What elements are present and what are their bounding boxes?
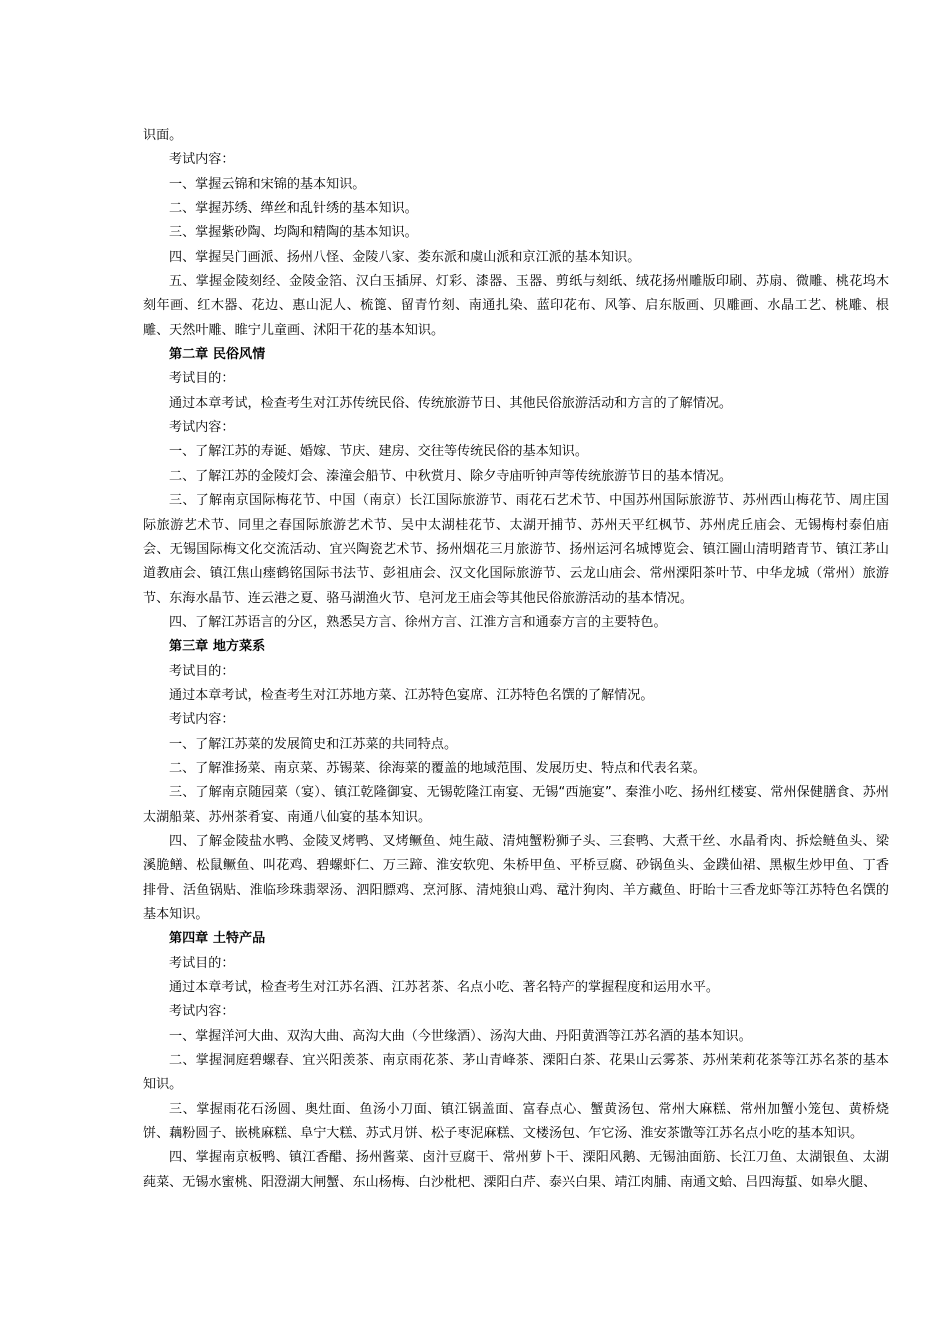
paragraph: 一、掌握云锦和宋锦的基本知识。 [169,176,366,192]
document-page [143,124,889,1195]
paragraph: 二、掌握苏绣、缂丝和乱针绣的基本知识。 [169,201,418,217]
chapter-heading: 第三章 地方菜系 [169,639,266,655]
paragraph: 四、掌握吴门画派、扬州八怪、金陵八家、娄东派和虞山派和京江派的基本知识。 [169,249,641,265]
paragraph: 三、掌握雨花石汤圆、奥灶面、鱼汤小刀面、镇江锅盖面、富春点心、蟹黄汤包、常州大麻糕、常州加蟹小笼包、黄桥烧饼、藕粉圆子、嵌桃麻糕、阜宁大糕、苏式月饼、松子枣泥麻糕、文楼汤包、乍它汤、淮安茶馓等江苏名点小吃的基本知识。 [143,1101,889,1142]
paragraph: 四、掌握南京板鸭、镇江香醋、扬州酱菜、卤汁豆腐干、常州萝卜干、溧阳风鹅、无锡油面筋、长江刀鱼、太湖银鱼、太湖莼菜、无锡水蜜桃、阳澄湖大闸蟹、东山杨梅、白沙枇杷、溧阳白芹、泰兴白果、靖江肉脯、南通文蛤、吕四海蜇、如皋火腿、 [143,1150,889,1190]
paragraph: 二、掌握洞庭碧螺春、宜兴阳羡茶、南京雨花茶、茅山青峰茶、溧阳白茶、花果山云雾茶、苏州茉莉花茶等江苏名茶的基本知识。 [143,1053,889,1093]
paragraph: 考试目的： [169,371,235,387]
chapter-heading: 第二章 民俗风情 [169,347,266,363]
paragraph: 通过本章考试，检查考生对江苏名酒、江苏茗茶、名点小吃、著名特产的掌握程度和运用水平。 [169,980,719,996]
paragraph: 二、了解淮扬菜、南京菜、苏锡菜、徐海菜的覆盖的地域范围、发展历史、特点和代表名菜。 [169,760,706,776]
paragraph: 考试内容： [169,1004,235,1020]
paragraph: 考试内容： [169,712,235,728]
paragraph: 考试内容： [169,152,235,168]
paragraph: 三、了解南京国际梅花节、中国（南京）长江国际旅游节、雨花石艺术节、中国苏州国际旅游节、苏州西山梅花节、周庄国际旅游艺术节、同里之春国际旅游艺术节、吴中太湖桂花节、太湖开捕节、苏州天平红枫节、苏州虎丘庙会、无锡梅村泰伯庙会、无锡国际梅文化交流活动、宜兴陶瓷艺术节、扬州烟花三月旅游节、扬州运河名城博览会、镇江圌山清明踏青节、镇江茅山道教庙会、镇江焦山瘗鹤铭国际书法节、彭祖庙会、汉文化国际旅游节、云龙山庙会、常州溧阳茶叶节、中华龙城（常州）旅游节、东海水晶节、连云港之夏、骆马湖渔火节、皂河龙王庙会等其他民俗旅游活动的基本情况。 [143,493,889,606]
paragraph: 四、了解金陵盐水鸭、金陵叉烤鸭、叉烤鳜鱼、炖生敲、清炖蟹粉狮子头、三套鸭、大煮干丝、水晶肴肉、拆烩鲢鱼头、梁溪脆鳝、松鼠鳜鱼、叫花鸡、碧螺虾仁、万三蹄、淮安软兜、朱桥甲鱼、平桥豆腐、砂锅鱼头、金蹼仙裙、黑椒生炒甲鱼、丁香排骨、活鱼锅贴、淮临珍珠翡翠汤、泗阳膘鸡、烹河豚、清炖狼山鸡、鼋汁狗肉、羊方藏鱼、盱眙十三香龙虾等江苏特色名馔的基本知识。 [143,833,889,922]
paragraph: 三、了解南京随园菜（宴）、镇江乾隆御宴、无锡乾隆江南宴、无锡“西施宴”、秦淮小吃、扬州红楼宴、常州保健膳食、苏州太湖船菜、苏州茶肴宴、南通八仙宴的基本知识。 [143,785,889,825]
paragraph: 通过本章考试，检查考生对江苏传统民俗、传统旅游节日、其他民俗旅游活动和方言的了解情况。 [169,395,733,411]
paragraph: 三、掌握紫砂陶、均陶和精陶的基本知识。 [169,225,418,241]
paragraph: 二、了解江苏的金陵灯会、溱潼会船节、中秋赏月、除夕寺庙听钟声等传统旅游节日的基本情况。 [169,468,733,484]
paragraph: 考试目的： [169,955,235,971]
paragraph: 考试目的： [169,663,235,679]
paragraph: 四、了解江苏语言的分区，熟悉吴方言、徐州方言、江淮方言和通泰方言的主要特色。 [169,614,667,630]
chapter-heading: 第四章 土特产品 [169,931,266,947]
paragraph: 一、了解江苏菜的发展简史和江苏菜的共同特点。 [169,736,458,752]
paragraph: 五、掌握金陵刻经、金陵金箔、汉白玉插屏、灯彩、漆器、玉器、剪纸与刻纸、绒花扬州雕版印刷、苏扇、微雕、桃花坞木刻年画、红木器、花边、惠山泥人、梳篦、留青竹刻、南通扎染、蓝印花布、风筝、启东版画、贝雕画、水晶工艺、桃雕、根雕、天然叶雕、睢宁儿童画、沭阳干花的基本知识。 [143,274,889,338]
paragraph: 通过本章考试，检查考生对江苏地方菜、江苏特色宴席、江苏特色名馔的了解情况。 [169,687,654,703]
paragraph: 识面。 [143,128,183,143]
paragraph: 考试内容： [169,420,235,436]
paragraph: 一、了解江苏的寿诞、婚嫁、节庆、建房、交往等传统民俗的基本知识。 [169,444,588,460]
paragraph: 一、掌握洋河大曲、双沟大曲、高沟大曲（今世缘酒）、汤沟大曲、丹阳黄酒等江苏名酒的基本知识。 [169,1028,752,1044]
